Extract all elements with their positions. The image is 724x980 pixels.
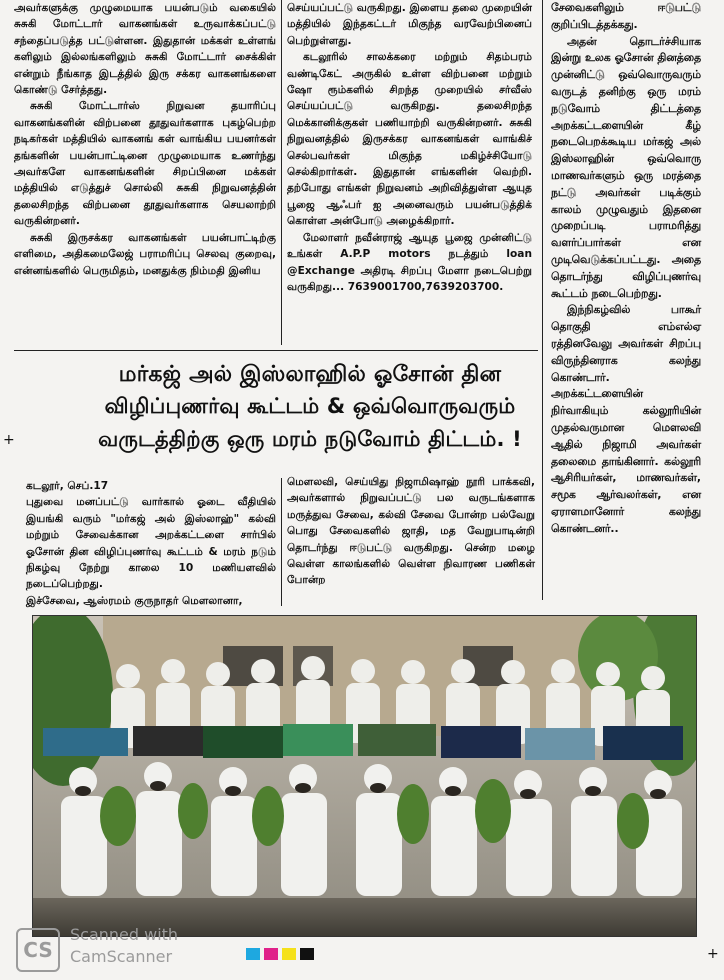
headline-line-1: மர்கஜ் அல் இஸ்லாஹில் ஓசோன் தின [118, 362, 502, 387]
column-divider [281, 0, 282, 345]
magenta-swatch [264, 948, 278, 960]
story-column-1 [26, 478, 276, 609]
registration-mark: + [707, 946, 719, 962]
camscanner-logo: CS [16, 928, 60, 972]
story-column-2 [287, 474, 535, 589]
paragraph: இந்நிகழ்வில் பாகூர் தொகுதி எம்எல்ஏ ரத்தினவேலு அவர்கள் சிறப்பு விருந்தினராக கலந்து கொண்டார். அறக்கட்டளையின் நிர்வாகியும் கல்லூரியின் முதல்வருமான மௌலவி ஆதில் நிஜாமி அவர்கள் தலைமை தாங்கினார். கல்லூரி ஆசிரியர்கள், மாணவர்கள், சமூக ஆர்வலர்கள், என ஏராளமானோர் கலந்து கொண்டனர்.. [551, 303, 701, 535]
paragraph: சுசுகி இருசக்கர வாகனங்கள் பயன்பாட்டிற்கு எளிமை, அதிகமைலேஜ் பராமரிப்பு செலவு குறைவு, என்னங்களில் பெருமிதம், மனதுக்கு நிம்மதி இனிய [14, 231, 276, 277]
watermark-line-2: CamScanner [70, 947, 173, 966]
paragraph: சேவைகளிலும் ஈடுபட்டு குறிப்பிடத்தக்கது. [551, 1, 701, 31]
black-swatch [300, 948, 314, 960]
group-photo-illustration [33, 616, 696, 936]
paragraph: மேலாளர் நவீன்ராஜ் ஆயுத பூஜை முன்னிட்டு உங்கள் A.P.P motors நடத்தும் loan @Exchange அதிரடி சிறப்பு மேளா நடைபெற்று வருகிறது... 7639001700,7639203700. [287, 231, 532, 293]
paragraph: அதன் தொடர்ச்சியாக இன்று உலக ஓசோன் தினத்தை முன்னிட்டு ஒவ்வொருவரும் வருடத் தனிற்கு ஒரு மரம் நடுவோம் திட்டத்தை அறக்கட்டளையின் கீழ் நடைபெறக்கூடிய மர்கஜ் அல் இஸ்லாஹின் ஒவ்வொரு மாணவர்களும் ஒரு மரத்தை நட்டு அவர்கள் படிக்கும் காலம் முழுவதும் இதனை முறைப்படி பராமரித்து வளர்ப்பார்கள் என முடிவெடுக்கப்பட்டது. அதை தொடர்ந்து விழிப்புணர்வு கூட்டம் நடைபெற்றது. [551, 34, 701, 300]
paragraph: செய்யப்பட்டு வருகிறது. இளைய தலை முறையின் மத்தியில் இந்தகட்டர் மிகுந்த வரவேற்பினைப் பெற்றுள்ளது. [287, 2, 532, 47]
top-column-1 [14, 0, 276, 279]
section-divider [14, 350, 538, 351]
dateline: கடலூர், செப்.17 [26, 480, 109, 492]
registration-mark: + [3, 432, 15, 448]
paragraph: மௌலவி, செய்யிது நிஜாமிஷாஹ் நூரி பாக்கவி, அவர்களால் நிறுவப்பட்டு பல வருடங்களாக மருத்துவ சேவை, கல்வி சேவை போன்ற பல்வேறு பொது சேவைகளில் ஜாதி, மத வேறுபாடின்றி தொடர்ந்து ஈடுபட்டு வருகிறது. சென்ற மழை வெள்ள காலங்களில் வெள்ள நிவாரண பணிகள் போன்ற [287, 476, 535, 587]
headline-line-2: விழிப்புணர்வு கூட்டம் & ஒவ்வொருவரும் [104, 394, 516, 418]
column-divider [281, 478, 282, 606]
event-photo [32, 615, 697, 937]
paragraph: அவர்களுக்கு முழுமையாக பயன்படும் வகையில் சுசுகி மோட்டார் வாகனங்கள் உருவாக்கப்பட்டு சந்தைப்படுத்த பட்டுள்ளன. இதுதான் மக்கள் உள்ளங் களிலும் இல்லங்களிலும் சுசுகி மோட்டார் சைக்கிள் என்றும் நீங்காத இடத்தில் இரு சக்கர வாகனங்களை கொண்டு சேர்த்தது. [14, 2, 276, 97]
paragraph: இச்சேவை, ஆஸ்ரமம் குருநாதர் மௌலானா, [26, 594, 243, 607]
print-colour-swatches [246, 948, 314, 960]
camscanner-watermark [70, 924, 178, 968]
paragraph: புதுவை மனப்பட்டு வார்கால் ஓடை வீதியில் இயங்கி வரும் "மர்கஜ் அல் இஸ்லாஹ்" கல்வி மற்றும் சேவைக்கான அறக்கட்டளை சார்பில் ஓசோன் தின விழிப்புணர்வு கூட்டம் & மரம் நடும் நிகழ்வு நேற்று காலை 10 மணியளவில் நடைப்பெற்றது. [26, 496, 276, 591]
cyan-swatch [246, 948, 260, 960]
right-column [551, 0, 701, 538]
top-column-2 [287, 0, 532, 295]
paragraph: சுசுகி மோட்டார்ஸ் நிறுவன தயாரிப்பு வாகனங்களின் விற்பனை தூதுவர்களாக புகழ்பெற்ற நடிகர்கள் மத்தியில் வாகனங் கள் வாங்கிய பயனர்கள் தங்களின் பயன்பாட்டினை முழுமையாக உணர்ந்து அவர்களே வாகனங்களின் சிறப்பினை மக்கள் மத்தியில் எடுத்துச் சொல்லி சுசுகி நிறுவனத்தின் தலைசிறந்த விற்பனை தூதுவர்களாக செயலாற்றி வருகின்றனர். [14, 100, 276, 228]
column-divider [542, 0, 543, 600]
headline-line-3: வருடத்திற்கு ஒரு மரம் நடுவோம் திட்டம். ! [98, 427, 522, 451]
watermark-line-1: Scanned with [70, 925, 179, 944]
paragraph: கடலூரில் சாலக்கரை மற்றும் சிதம்பரம் வண்டிகேட் அருகில் உள்ள விற்பனை மற்றும் ஷோ ரூம்களில் சிறந்த முறையில் சர்வீஸ் செய்யப்பட்டு வருகிறது. தலைசிறந்த மெக்கானிக்குகள் பணியாற்றி வருகின்றனர். சுசுகி நிறுவனத்தில் இருசக்கர வாகனங்கள் வாங்கிச் செல்பவர்கள் மிகுந்த மகிழ்ச்சியோடு செல்கிறார்கள். இதுதான் எங்களின் வெற்றி. தற்போது எங்கள் நிறுவனம் அறிவித்துள்ள ஆயுத பூஜை ஆஃபர் ஐ அனைவரும் பயன்படுத்திக் கொள்ள அன்போடு அழைக்கிறார். [287, 51, 532, 228]
yellow-swatch [282, 948, 296, 960]
